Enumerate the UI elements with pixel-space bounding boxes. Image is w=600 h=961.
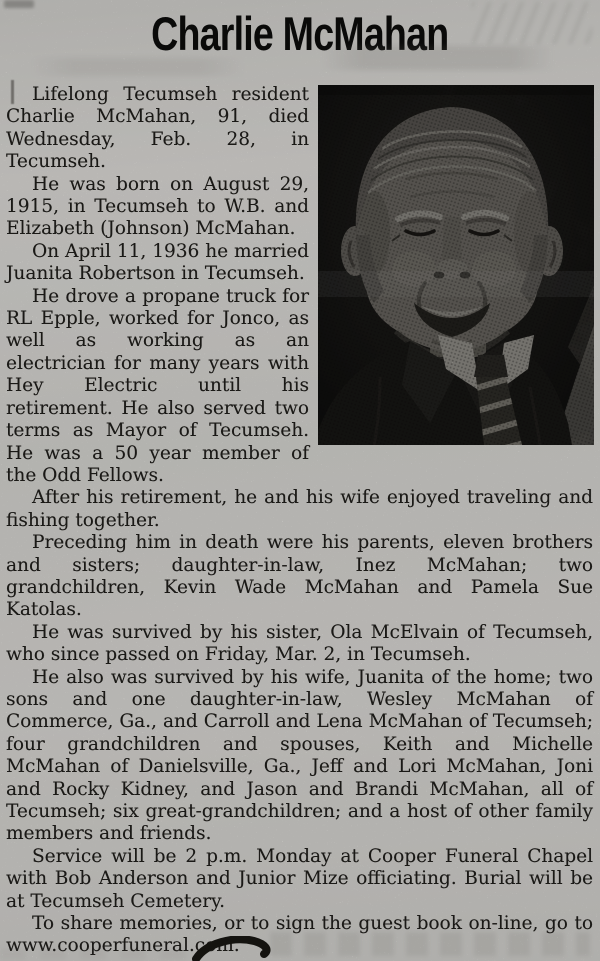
obituary-paragraph: He drove a propane truck for RL Epple, worked for Jonco, as well as working as an electrician for many years with Hey Electric until his retirement. He also served two terms as Mayor of Tecumseh. He was a 50 year member of the Odd Fellows.	[6, 285, 309, 486]
ink-bleed-ghost	[30, 58, 245, 76]
obituary-paragraph: Service will be 2 p.m. Monday at Cooper Funeral Chapel with Bob Anderson and Junior Mize officiating. Burial will be at Tecumseh Cemetery.	[6, 845, 593, 912]
obituary-paragraph: After his retirement, he and his wife enjoyed traveling and fishing together.	[6, 487, 593, 531]
obituary-paragraph: Lifelong Tecumseh resident Charlie McMahan, 91, died Wednesday, Feb. 28, in Tecumseh.	[6, 84, 309, 173]
obituary-paragraph: On April 11, 1936 he married Juanita Robertson in Tecumseh.	[6, 240, 309, 285]
obituary-paragraph: To share memories, or to sign the guest book on-line, go to www.cooperfuneral.com.	[6, 913, 593, 957]
obituary-paragraph: He was survived by his sister, Ola McElvain of Tecumseh, who since passed on Friday, Mar. 2, in Tecumseh.	[6, 621, 593, 666]
obituary-headline	[6, 7, 594, 60]
ink-bleed-ghost	[4, 0, 34, 8]
obituary-paragraph: He also was survived by his wife, Juanita of the home; two sons and one daughter-in-law, Wesley McMahan of Commerce, Ga., and Carroll and Lena McMahan of Tecumseh; four grandchildren and spouses, Keith and Michelle McMahan of Danielsville, Ga., Jeff and Lori McMahan, Joni and Rocky Kidney, and Jason and Brandi McMahan, all of Tecumseh; six great-grandchildren; and a host of other family members and friends.	[6, 666, 593, 845]
obituary-body	[6, 84, 593, 958]
cutoff-script-glyph	[190, 936, 276, 961]
portrait-photo-image	[318, 85, 594, 445]
obituary-title-text: Charlie McMahan	[151, 7, 449, 60]
portrait-photo	[318, 85, 594, 445]
obituary-paragraph: He was born on August 29, 1915, in Tecumseh to W.B. and Elizabeth (Johnson) McMahan.	[6, 173, 309, 240]
obituary-paragraph: Preceding him in death were his parents, eleven brothers and sisters; daughter-in-law, Inez McMahan; two grandchildren, Kevin Wade McMahan and Pamela Sue Katolas.	[6, 532, 593, 621]
